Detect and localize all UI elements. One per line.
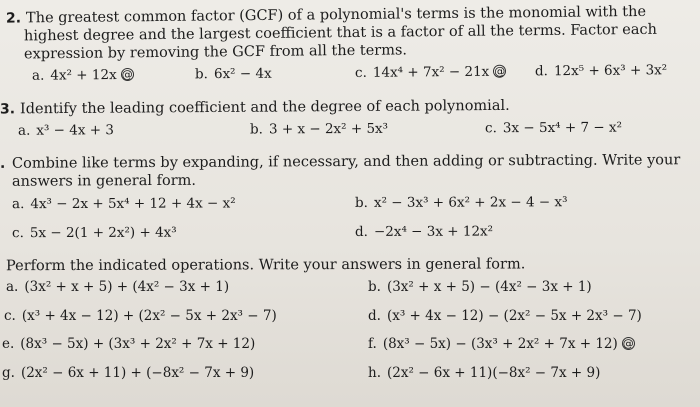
q3-a-label: a. <box>17 122 31 139</box>
q2-b-label: b. <box>194 66 209 83</box>
q3-a-expr: x³ − 4x + 3 <box>36 122 114 139</box>
q2-number: 2. <box>5 10 22 27</box>
q4-a <box>12 193 236 214</box>
q4-text-2: answers in general form. <box>11 172 197 190</box>
q4-c <box>12 223 177 244</box>
q5-h <box>368 363 600 383</box>
q5-f-expr: (8x³ − 5x) − (3x³ + 2x² + 7x + 12) <box>382 336 618 352</box>
q3-a <box>18 120 114 141</box>
q3-b-label: b. <box>249 121 263 138</box>
q2-c <box>355 62 506 83</box>
q2-c-label: c. <box>354 64 367 81</box>
q2-exercises <box>0 60 700 86</box>
q5-e <box>2 334 255 354</box>
q5-g-expr: (2x² − 6x + 11) + (−8x² − 7x + 9) <box>20 365 255 381</box>
q5-g-label: g. <box>2 365 15 381</box>
q4-exercises-row1 <box>0 192 700 214</box>
q5-d-label: d. <box>368 308 381 324</box>
q2-b <box>195 64 272 85</box>
q5-b-label: b. <box>368 279 381 295</box>
q5-exercises-row3 <box>0 334 700 354</box>
q5-exercises-row1 <box>0 277 700 297</box>
q5-b-expr: (3x² + x + 5) − (4x² − 3x + 1) <box>386 279 592 295</box>
q3-number: 3. <box>0 101 16 118</box>
q3-line1 <box>0 95 700 120</box>
q5-e-expr: (8x³ − 5x) + (3x³ + 2x² + 7x + 12) <box>20 336 256 352</box>
q4-d <box>355 222 493 242</box>
q3-b-expr: 3 + x − 2x² + 5x³ <box>268 120 389 138</box>
q5-g <box>2 363 254 383</box>
q4-b-expr: x² − 3x³ + 6x² + 2x − 4 − x³ <box>373 194 568 211</box>
q5-d <box>368 306 642 326</box>
q5-h-expr: (2x² − 6x + 11)(−8x² − 7x + 9) <box>387 365 601 381</box>
q5-c-expr: (x³ + 4x − 12) + (2x² − 5x + 2x³ − 7) <box>21 308 277 324</box>
q2-d <box>535 60 667 81</box>
q5-exercises-row4 <box>0 363 700 383</box>
q5-a-label: a. <box>6 279 19 295</box>
q3-exercises <box>0 117 700 141</box>
q2-a <box>32 65 134 86</box>
q4-a-expr: 4x³ − 2x + 5x⁴ + 12 + 4x − x² <box>30 195 236 213</box>
q5-f <box>368 334 635 354</box>
q4-d-expr: −2x⁴ − 3x + 12x² <box>373 223 494 240</box>
q2-b-expr: 6x² − 4x <box>213 65 272 83</box>
q3-c-expr: 3x − 5x⁴ + 7 − x² <box>502 119 623 137</box>
q3-c-label: c. <box>484 120 497 137</box>
q3-b <box>250 119 388 140</box>
q5-exercises-row2 <box>0 306 700 326</box>
q4-c-label: c. <box>11 225 24 242</box>
q5-a-expr: (3x² + x + 5) + (4x² − 3x + 1) <box>24 279 230 295</box>
q4-c-expr: 5x − 2(1 + 2x²) + 4x³ <box>29 224 177 242</box>
q2-text-1: The greatest common factor (GCF) of a polynomial's terms is the monomial with the <box>25 3 647 27</box>
q5-b <box>368 277 592 297</box>
q4-a-label: a. <box>11 196 25 213</box>
q5-h-label: h. <box>368 365 381 381</box>
q5-a <box>6 277 229 297</box>
q3-text-1: Identify the leading coefficient and the degree of each polynomial. <box>19 97 510 118</box>
q5-d-expr: (x³ + 4x − 12) − (2x² − 5x + 2x³ − 7) <box>386 308 642 324</box>
q4-b-label: b. <box>354 194 368 211</box>
q5-f-mark-icon: @ <box>622 337 634 350</box>
q2-text-2: highest degree and the largest coefficient that is a factor of all the terms. Factor each <box>23 21 658 45</box>
q4-b <box>355 192 568 213</box>
q5-line1 <box>0 254 700 276</box>
q5-c-label: c. <box>4 308 16 324</box>
q4-number: . <box>0 155 6 172</box>
q2-c-expr: 14x⁴ + 7x² − 21x <box>372 63 490 81</box>
q2-c-mark-icon: @ <box>494 64 506 78</box>
q4-d-label: d. <box>354 223 368 240</box>
q2-text-3: expression by removing the GCF from all the terms. <box>23 42 408 63</box>
q2-d-label: d. <box>534 63 548 80</box>
q5-text-1: Perform the indicated operations. Write your answers in general form. <box>5 256 526 275</box>
q2-a-expr: 4x² + 12x <box>50 67 117 84</box>
q5-c <box>4 306 277 326</box>
q4-exercises-row2 <box>0 221 700 243</box>
q4-line2 <box>0 168 700 192</box>
q5-f-label: f. <box>368 336 377 352</box>
q2-d-expr: 12x⁵ + 6x³ + 3x² <box>553 62 668 80</box>
q4-text-1: Combine like terms by expanding, if necessary, and then adding or subtracting. Write your <box>11 152 681 172</box>
q5-e-label: e. <box>2 336 15 352</box>
q2-a-mark-icon: @ <box>121 67 133 81</box>
q2-a-label: a. <box>31 67 45 84</box>
q3-c <box>485 118 622 139</box>
